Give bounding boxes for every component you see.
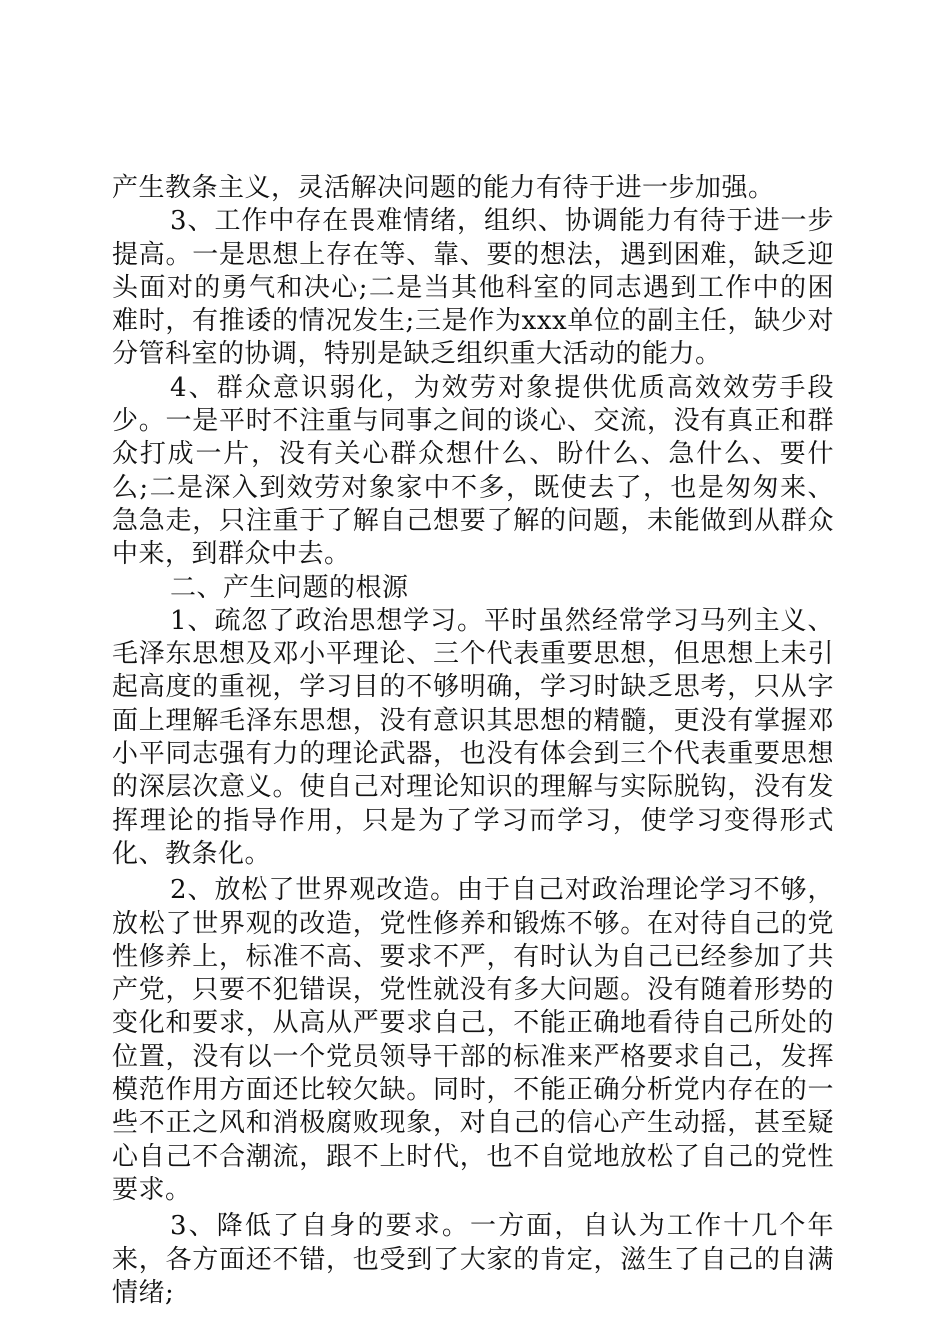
paragraph-cause-2-worldview: 2、放松了世界观改造。由于自己对政治理论学习不够，放松了世界观的改造，党性修养和锻炼不够。在对待自己的党性修养上，标准不高、要求不严，有时认为自己已经参加了共产党，只要不犯错误，党性就没有多大问题。没有随着形势的变化和要求，从高从严要求自己，不能正确地看待自己所处的位置，没有以一个党员领导干部的标准来严格要求自己，发挥模范作用方面还比较欠缺。同时，不能正确分析党内存在的一些不正之风和消极腐败现象，对自己的信心产生动摇，甚至疑心自己不合潮流，跟不上时代，也不自觉地放松了自己的党性要求。 xyxy=(112,875,834,1205)
document-body xyxy=(112,172,834,1310)
paragraph-cause-3-self-requirements: 3、降低了自身的要求。一方面，自认为工作十几个年来，各方面还不错，也受到了大家的肯定，滋生了自己的自满情绪; xyxy=(112,1211,834,1308)
paragraph-item-3-work-attitude: 3、工作中存在畏难情绪，组织、协调能力有待于进一步提高。一是思想上存在等、靠、要的想法，遇到困难，缺乏迎头面对的勇气和决心;二是当其他科室的同志遇到工作中的困难时，有推诿的情况发生;三是作为xxx单位的副主任，缺少对分管科室的协调，特别是缺乏组织重大活动的能力。 xyxy=(112,206,834,370)
section-heading-root-causes: 二、产生问题的根源 xyxy=(170,572,409,603)
paragraph-cause-1-political-study: 1、疏忽了政治思想学习。平时虽然经常学习马列主义、毛泽东思想及邓小平理论、三个代表重要思想，但思想上未引起高度的重视，学习目的不够明确，学习时缺乏思考，只从字面上理解毛泽东思想，没有意识其思想的精髓，更没有掌握邓小平同志强有力的理论武器，也没有体会到三个代表重要思想的深层次意义。使自己对理论知识的理解与实际脱钩，没有发挥理论的指导作用，只是为了学习而学习，使学习变得形式化、教条化。 xyxy=(112,605,834,869)
paragraph-continuation: 产生教条主义，灵活解决问题的能力有待于进一步加强。 xyxy=(112,173,775,203)
paragraph-item-4-mass-awareness: 4、群众意识弱化，为效劳对象提供优质高效效劳手段少。一是平时不注重与同事之间的谈心、交流，没有真正和群众打成一片，没有关心群众想什么、盼什么、急什么、要什么;二是深入到效劳对象家中不多，既使去了，也是匆匆来、急急走，只注重于了解自己想要了解的问题，未能做到从群众中来，到群众中去。 xyxy=(112,372,834,570)
